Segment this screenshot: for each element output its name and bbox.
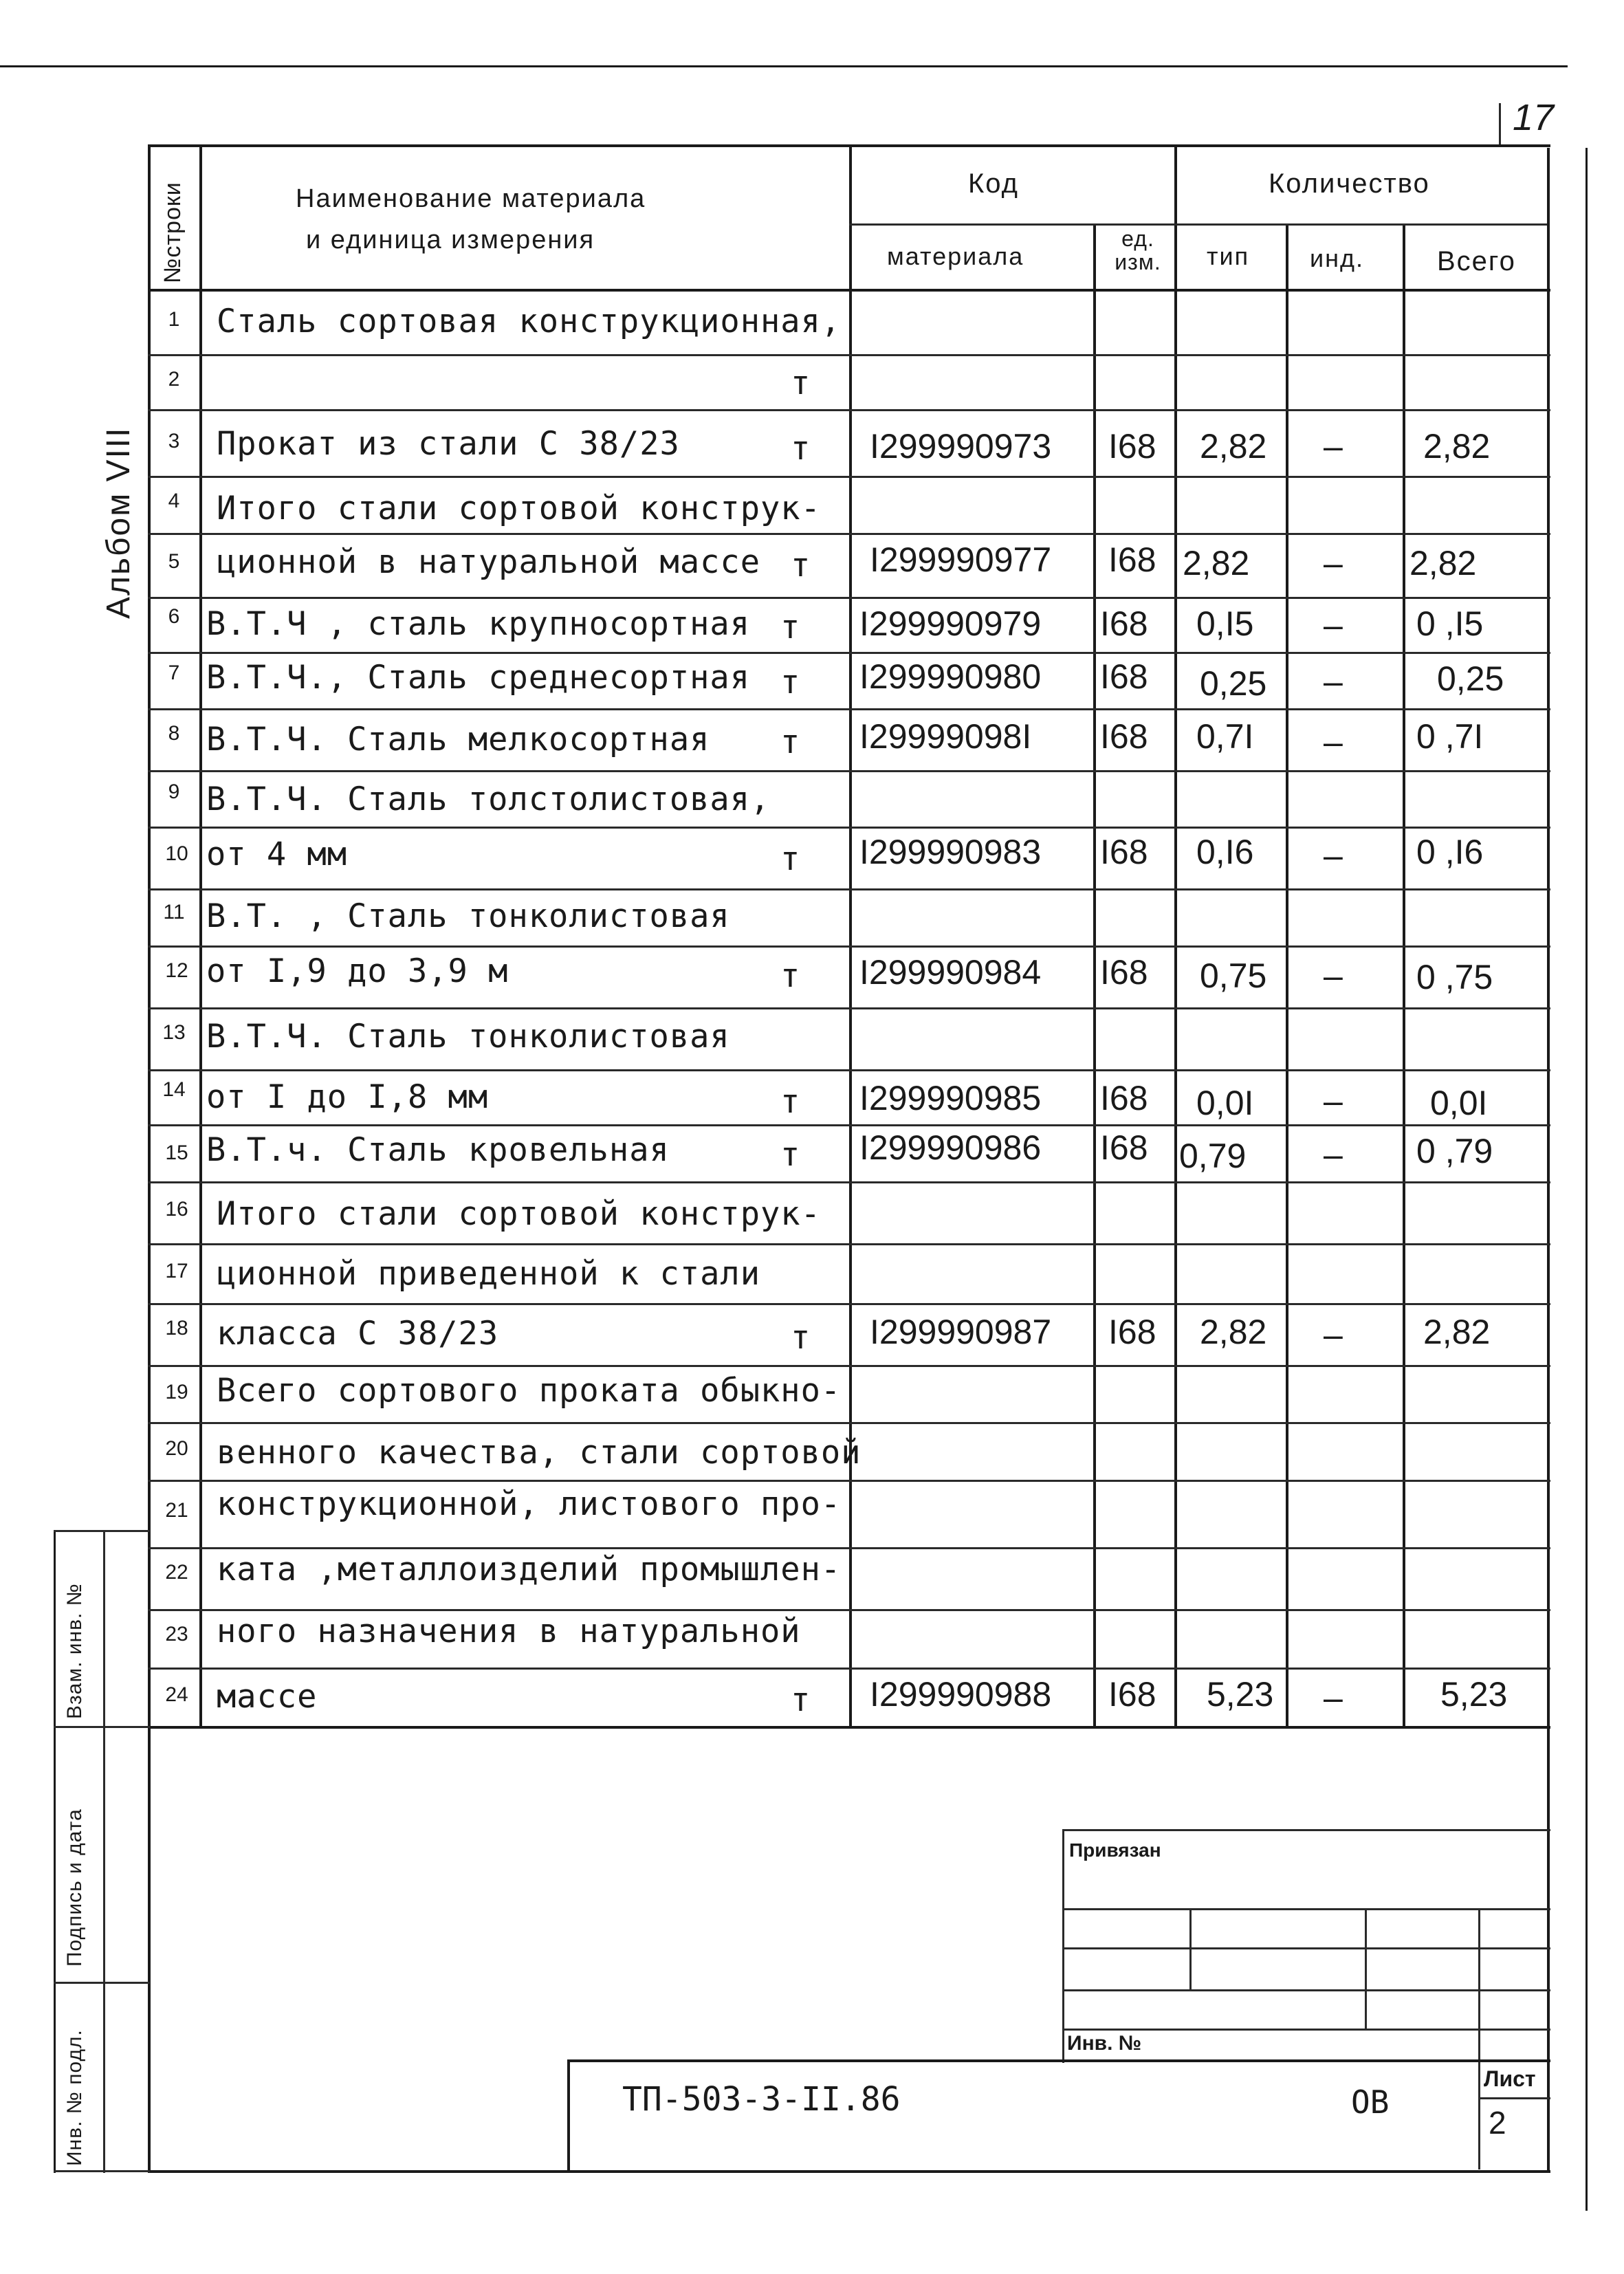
row-name: В.Т.Ч. Сталь толстолистовая, xyxy=(206,780,771,818)
row-ind: – xyxy=(1324,723,1343,761)
row-total: 2,82 xyxy=(1423,427,1491,466)
row-unit: т xyxy=(791,430,811,468)
row-ind: – xyxy=(1324,1135,1343,1174)
page-number: 17 xyxy=(1513,97,1555,138)
row-name: Итого стали сортовой конструк- xyxy=(217,1195,821,1233)
row-ed: I68 xyxy=(1100,604,1148,643)
header-code-group: Код xyxy=(968,168,1020,199)
row-ind: – xyxy=(1324,1082,1343,1120)
row-ed: I68 xyxy=(1108,1313,1156,1351)
row-number: 14 xyxy=(162,1078,186,1101)
row-total: 2,82 xyxy=(1423,1313,1491,1351)
row-ed: I68 xyxy=(1108,1675,1156,1714)
row-number: 12 xyxy=(165,959,188,982)
row-tip: 0,25 xyxy=(1200,664,1267,703)
row-name: ционной приведенной к стали xyxy=(217,1255,761,1293)
row-code: I299990986 xyxy=(859,1128,1042,1167)
album-label: Альбом VIII xyxy=(100,426,137,619)
row-number: 10 xyxy=(165,842,188,865)
side-stamp-sep1 xyxy=(54,1726,150,1728)
row-ind: – xyxy=(1324,662,1343,701)
row-ed: I68 xyxy=(1100,1128,1148,1167)
header-qty-total: Всего xyxy=(1437,246,1516,276)
row-sep xyxy=(148,1609,1550,1611)
row-sep xyxy=(148,652,1550,654)
side-stamp-bottom xyxy=(54,2170,150,2172)
row-total: 0,0I xyxy=(1430,1084,1488,1122)
row-name: ного назначения в натуральной xyxy=(217,1612,801,1650)
row-sep xyxy=(148,1181,1550,1183)
row-unit: т xyxy=(780,1136,801,1174)
row-code: I299990973 xyxy=(870,427,1052,466)
row-total: 0 ,7I xyxy=(1416,717,1484,756)
row-number: 19 xyxy=(165,1381,188,1403)
privyazan-grid-row3 xyxy=(1062,1989,1550,1991)
row-total: 2,82 xyxy=(1409,544,1477,582)
row-tip: 2,82 xyxy=(1200,427,1267,466)
stamp-left xyxy=(567,2059,570,2173)
row-total: 0 ,I5 xyxy=(1416,604,1484,643)
row-sep xyxy=(148,888,1550,890)
row-number: 24 xyxy=(165,1683,188,1706)
row-sep xyxy=(148,827,1550,829)
row-number: 3 xyxy=(168,430,180,452)
row-code: I299990984 xyxy=(859,953,1042,992)
row-unit: т xyxy=(791,1681,811,1719)
row-ed: I68 xyxy=(1108,427,1156,466)
row-ed: I68 xyxy=(1100,833,1148,871)
row-tip: 0,75 xyxy=(1200,956,1267,995)
sheet-label: Лист xyxy=(1484,2066,1536,2091)
row-name: конструкционной, листового про- xyxy=(217,1485,842,1523)
row-name: ционной в натуральной массе xyxy=(217,543,761,581)
row-ind: – xyxy=(1324,1679,1343,1717)
row-sep xyxy=(148,1069,1550,1071)
row-code: I299990983 xyxy=(859,833,1042,871)
privyazan-grid-row4 xyxy=(1062,2029,1550,2031)
row-name: венного качества, стали сортовой xyxy=(217,1434,862,1472)
row-number: 1 xyxy=(168,308,180,331)
row-code: I299990985 xyxy=(859,1079,1042,1117)
row-sep xyxy=(148,1480,1550,1482)
row-number: 13 xyxy=(162,1021,186,1044)
row-name: от I,9 до 3,9 м xyxy=(206,952,509,990)
privyazan-grid-col3 xyxy=(1478,1908,1480,2169)
row-number: 8 xyxy=(168,722,180,745)
side-stamp-top xyxy=(54,1530,150,1532)
header-row-no: №строки xyxy=(160,182,186,283)
table-bottom-border xyxy=(148,2170,1550,2173)
row-name: Всего сортового проката обыкно- xyxy=(217,1372,842,1410)
row-sep xyxy=(148,770,1550,772)
row-tip: 0,I5 xyxy=(1196,604,1254,643)
row-sep xyxy=(148,1668,1550,1670)
row-sep xyxy=(148,1547,1550,1549)
side-stamp-left xyxy=(54,1530,56,2173)
row-unit: т xyxy=(780,840,801,878)
row-unit: т xyxy=(780,609,801,646)
privyazan-grid-row1 xyxy=(1062,1908,1550,1910)
row-number: 16 xyxy=(165,1198,188,1221)
table-body-bottom xyxy=(148,1726,1550,1729)
row-number: 21 xyxy=(165,1499,188,1522)
row-total: 0,25 xyxy=(1437,659,1504,698)
row-code: I299990988 xyxy=(870,1675,1052,1714)
row-number: 23 xyxy=(165,1623,188,1646)
col-line-code xyxy=(1093,223,1096,1728)
row-number: 11 xyxy=(163,901,185,923)
header-qty-type: тип xyxy=(1207,242,1250,270)
privyazan-left xyxy=(1062,1829,1064,2063)
header-bottom xyxy=(148,289,1550,292)
row-code: I299990987 xyxy=(870,1313,1052,1351)
page-number-box-edge xyxy=(1499,103,1501,144)
row-tip: 2,82 xyxy=(1183,544,1250,582)
header-qty-group: Количество xyxy=(1269,168,1430,199)
row-number: 22 xyxy=(165,1561,188,1584)
row-name: В.Т.Ч., Сталь среднесортная xyxy=(206,659,751,697)
row-code: I299990979 xyxy=(859,604,1042,643)
row-name: В.Т.ч. Сталь кровельная xyxy=(206,1131,670,1169)
side-stamp-sep2 xyxy=(54,1982,150,1984)
col-line-rownum xyxy=(199,144,202,1728)
row-unit: т xyxy=(791,1319,811,1357)
row-name: от 4 мм xyxy=(206,835,348,873)
header-qty-ind: инд. xyxy=(1310,244,1364,272)
row-number: 2 xyxy=(168,368,180,391)
row-unit: т xyxy=(780,957,801,995)
row-ind: – xyxy=(1324,956,1343,995)
row-number: 4 xyxy=(168,490,180,512)
side-stamp-vzam: Взам. инв. № xyxy=(63,1583,86,1719)
stamp-top xyxy=(567,2059,1550,2062)
inv-no-label: Инв. № xyxy=(1067,2032,1142,2055)
row-sep xyxy=(148,1303,1550,1305)
row-name: ката ,металлоизделий промышлен- xyxy=(217,1551,842,1588)
privyazan-grid-col2 xyxy=(1365,1908,1367,2029)
privyazan-label: Привязан xyxy=(1069,1839,1161,1861)
row-total: 5,23 xyxy=(1440,1675,1508,1714)
row-sep xyxy=(148,533,1550,535)
header-name-line1: Наименование материала xyxy=(296,184,646,213)
row-sep xyxy=(148,945,1550,948)
col-line-unit xyxy=(1174,144,1177,1728)
row-ind: – xyxy=(1324,427,1343,466)
row-ed: I68 xyxy=(1100,953,1148,992)
row-name: массе xyxy=(217,1678,318,1716)
side-stamp-podpis: Подпись и дата xyxy=(63,1808,86,1967)
row-ed: I68 xyxy=(1100,657,1148,696)
row-name: от I до I,8 мм xyxy=(206,1078,489,1116)
table-right-border xyxy=(1547,148,1550,2173)
row-name: Прокат из стали С 38/23 xyxy=(217,425,680,463)
row-code: I299990980 xyxy=(859,657,1042,696)
header-code-unit-text: ед. изм. xyxy=(1115,226,1161,274)
row-sep xyxy=(148,354,1550,356)
row-code: I299990977 xyxy=(870,540,1052,579)
right-frame-outer xyxy=(1585,148,1588,2211)
side-stamp-divider xyxy=(103,1530,105,2173)
row-ind: – xyxy=(1324,544,1343,582)
row-ind: – xyxy=(1324,606,1343,644)
row-name: В.Т.Ч. Сталь тонколистовая xyxy=(206,1018,730,1056)
row-unit: т xyxy=(780,723,801,761)
row-number: 7 xyxy=(168,662,180,684)
row-sep xyxy=(148,708,1550,710)
sheet-number: 2 xyxy=(1489,2105,1506,2141)
row-ed: I68 xyxy=(1100,717,1148,756)
row-name: Сталь сортовая конструкционная, xyxy=(217,303,842,340)
col-line-ind xyxy=(1403,223,1405,1728)
row-number: 15 xyxy=(165,1141,188,1164)
col-line-name xyxy=(849,144,852,1728)
header-code-unit xyxy=(1104,227,1172,274)
row-number: 18 xyxy=(165,1317,188,1340)
row-unit: т xyxy=(780,664,801,701)
header-split xyxy=(849,223,1547,226)
row-number: 17 xyxy=(165,1260,188,1282)
row-number: 5 xyxy=(168,550,180,573)
row-code: I29999098I xyxy=(859,717,1032,756)
row-ed: I68 xyxy=(1108,540,1156,579)
row-tip: 0,0I xyxy=(1196,1084,1254,1122)
doc-code: ТП-503-3-II.86 xyxy=(622,2080,901,2119)
row-sep xyxy=(148,476,1550,478)
row-sep xyxy=(148,597,1550,599)
privyazan-top xyxy=(1062,1829,1550,1831)
row-tip: 0,7I xyxy=(1196,717,1254,756)
row-sep xyxy=(148,409,1550,411)
side-stamp-inv-podl: Инв. № подл. xyxy=(63,2029,86,2166)
row-sep xyxy=(148,1243,1550,1245)
row-unit: т xyxy=(791,547,811,584)
header-code-material: материала xyxy=(887,242,1024,270)
row-name: класса С 38/23 xyxy=(217,1315,499,1353)
row-ind: – xyxy=(1324,836,1343,875)
row-name: В.Т.Ч , сталь крупносортная xyxy=(206,605,751,643)
row-tip: 0,79 xyxy=(1179,1137,1247,1175)
row-sep xyxy=(148,1365,1550,1367)
row-sep xyxy=(148,1124,1550,1126)
row-number: 9 xyxy=(168,780,180,803)
row-ed: I68 xyxy=(1100,1079,1148,1117)
col-line-tip xyxy=(1286,223,1288,1728)
header-name-line2: и единица измерения xyxy=(306,226,595,254)
sheet-label-sep xyxy=(1478,2097,1550,2099)
row-sep xyxy=(148,1422,1550,1424)
row-total: 0 ,79 xyxy=(1416,1132,1493,1170)
top-border xyxy=(0,65,1568,67)
doc-section: ОВ xyxy=(1351,2084,1390,2121)
privyazan-grid-row2 xyxy=(1062,1947,1550,1949)
row-tip: 5,23 xyxy=(1207,1675,1274,1714)
row-name: В.Т. , Сталь тонколистовая xyxy=(206,897,730,935)
row-unit: т xyxy=(791,364,811,402)
row-name: В.Т.Ч. Сталь мелкосортная xyxy=(206,721,710,758)
row-name: Итого стали сортовой конструк- xyxy=(217,490,821,527)
row-sep xyxy=(148,1007,1550,1009)
row-total: 0 ,I6 xyxy=(1416,833,1484,871)
row-tip: 0,I6 xyxy=(1196,833,1254,871)
row-number: 20 xyxy=(165,1437,188,1460)
row-unit: т xyxy=(780,1083,801,1121)
privyazan-grid-col1 xyxy=(1189,1908,1192,1991)
row-tip: 2,82 xyxy=(1200,1313,1267,1351)
row-number: 6 xyxy=(168,605,180,628)
row-total: 0 ,75 xyxy=(1416,958,1493,996)
row-ind: – xyxy=(1324,1315,1343,1354)
